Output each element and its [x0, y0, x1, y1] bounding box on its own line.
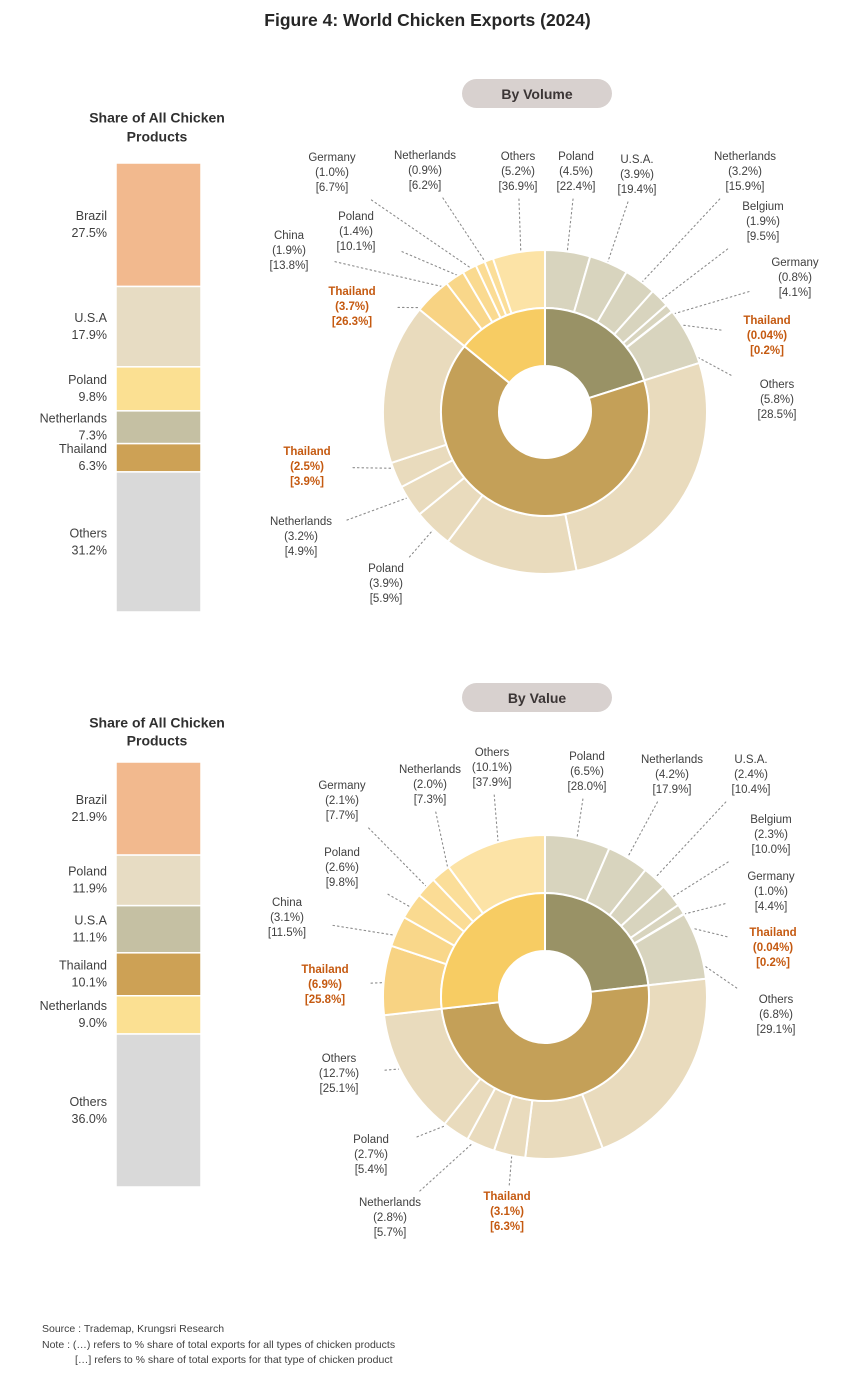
label-chilled-germany-share-type: [4.1%] — [778, 287, 812, 300]
bar-label-poland: Poland — [68, 864, 107, 879]
label-processed-china-share-all: (3.1%) — [270, 912, 304, 925]
by-value-chart — [40, 715, 797, 1239]
label-chilled-u-s-a-share-type: [10.4%] — [731, 784, 771, 797]
leader-chilled-u-s-a — [643, 802, 726, 890]
bar-label-netherlands: Netherlands — [39, 411, 107, 426]
label-frozen-netherlands: Netherlands — [269, 516, 333, 529]
label-processed-others-share-all: (10.1%) — [471, 762, 513, 775]
label-frozen-thailand-share-all: (3.1%) — [490, 1206, 524, 1219]
bar-segment-thailand — [116, 953, 201, 996]
bar-chart-title: Products — [126, 732, 188, 749]
label-processed-thailand-share-type: [25.8%] — [304, 994, 346, 1007]
label-processed-germany-share-all: (2.1%) — [325, 795, 359, 808]
label-processed-others: Others — [500, 151, 536, 164]
bar-label-brazil: Brazil — [75, 792, 107, 807]
bar-segment-netherlands — [116, 996, 201, 1034]
label-processed-poland: Poland — [338, 211, 374, 224]
label-chilled-thailand-share-all: (0.04%) — [752, 942, 794, 955]
label-processed-germany-share-all: (1.0%) — [315, 167, 349, 180]
bar-label-netherlands: Netherlands — [39, 999, 107, 1014]
label-processed-others-share-all: (5.2%) — [501, 166, 535, 179]
bar-segment-u-s-a — [116, 286, 201, 366]
label-chilled-others: Others — [758, 994, 794, 1007]
bar-label-others: Others — [69, 526, 107, 541]
label-chilled-u-s-a: U.S.A. — [620, 154, 654, 167]
label-chilled-poland: Poland — [558, 151, 594, 164]
bar-value-netherlands: 7.3% — [78, 428, 107, 443]
label-frozen-poland-share-type: [5.9%] — [369, 593, 403, 606]
bar-value-poland: 9.8% — [78, 390, 107, 405]
label-chilled-netherlands: Netherlands — [640, 754, 704, 767]
label-frozen-netherlands-share-all: (2.8%) — [373, 1212, 407, 1225]
label-chilled-belgium-share-all: (2.3%) — [754, 829, 788, 842]
label-frozen-thailand: Thailand — [283, 446, 331, 459]
label-processed-poland-share-type: [9.8%] — [325, 877, 359, 890]
label-frozen-poland: Poland — [353, 1134, 389, 1147]
bar-value-u-s-a: 17.9% — [71, 327, 107, 342]
by-volume-chart — [40, 110, 819, 612]
bar-value-thailand: 6.3% — [78, 459, 107, 474]
label-chilled-thailand-share-type: [0.2%] — [756, 957, 790, 970]
label-chilled-netherlands-share-type: [17.9%] — [652, 784, 692, 797]
label-chilled-u-s-a: U.S.A. — [734, 754, 768, 767]
footnotes — [42, 1322, 395, 1369]
label-chilled-belgium: Belgium — [742, 201, 784, 214]
label-processed-others: Others — [474, 747, 510, 760]
label-chilled-poland-share-all: (4.5%) — [559, 166, 593, 179]
label-processed-others-share-type: [37.9%] — [472, 777, 512, 790]
label-frozen-thailand: Thailand — [483, 1191, 531, 1204]
label-chilled-others-share-all: (5.8%) — [760, 394, 794, 407]
label-chilled-others-share-type: [29.1%] — [756, 1024, 796, 1037]
note-line-1: Note : (…) refers to % share of total exports for all types of chicken products — [42, 1338, 396, 1351]
bar-segment-others — [116, 472, 201, 612]
bar-segment-thailand — [116, 444, 201, 472]
label-processed-netherlands-share-all: (2.0%) — [413, 779, 447, 792]
label-frozen-thailand-share-type: [6.3%] — [490, 1221, 524, 1234]
bar-label-brazil: Brazil — [75, 209, 107, 224]
bar-chart-title: Share of All Chicken — [89, 714, 225, 731]
bar-value-netherlands: 9.0% — [78, 1016, 107, 1031]
label-chilled-thailand: Thailand — [743, 315, 791, 328]
label-frozen-thailand-share-type: [3.9%] — [290, 476, 324, 489]
label-processed-germany-share-type: [6.7%] — [315, 182, 349, 195]
label-processed-poland-share-type: [10.1%] — [336, 241, 376, 254]
label-chilled-germany: Germany — [747, 871, 795, 884]
bar-value-others: 31.2% — [71, 543, 107, 558]
label-chilled-netherlands: Netherlands — [713, 151, 777, 164]
label-frozen-netherlands: Netherlands — [358, 1197, 422, 1210]
label-chilled-u-s-a-share-all: (3.9%) — [620, 169, 654, 182]
label-chilled-thailand-share-type: [0.2%] — [750, 345, 784, 358]
label-chilled-others: Others — [759, 379, 795, 392]
bar-segment-u-s-a — [116, 906, 201, 953]
label-frozen-others-share-type: [25.1%] — [319, 1083, 359, 1096]
label-processed-china-share-type: [13.8%] — [269, 260, 309, 273]
label-chilled-netherlands-share-all: (4.2%) — [655, 769, 689, 782]
label-processed-thailand-share-all: (6.9%) — [308, 979, 342, 992]
label-frozen-netherlands-share-type: [5.7%] — [373, 1227, 407, 1240]
label-chilled-poland-share-type: [28.0%] — [567, 781, 607, 794]
label-processed-poland-share-all: (2.6%) — [325, 862, 359, 875]
source-line: Source : Trademap, Krungsri Research — [42, 1323, 225, 1335]
label-processed-germany: Germany — [308, 152, 356, 165]
label-processed-poland-share-all: (1.4%) — [339, 226, 373, 239]
label-frozen-others: Others — [321, 1053, 357, 1066]
bar-segment-brazil — [116, 163, 201, 286]
label-chilled-netherlands-share-all: (3.2%) — [728, 166, 762, 179]
label-frozen-netherlands-share-all: (3.2%) — [284, 531, 318, 544]
label-processed-china-share-type: [11.5%] — [267, 927, 307, 940]
label-processed-china: China — [273, 230, 305, 243]
label-processed-thailand-share-type: [26.3%] — [331, 316, 373, 329]
label-frozen-others-share-all: (12.7%) — [318, 1068, 360, 1081]
figure-title: Figure 4: World Chicken Exports (2024) — [264, 10, 591, 30]
bar-segment-poland — [116, 855, 201, 906]
label-chilled-belgium: Belgium — [750, 814, 792, 827]
label-chilled-belgium-share-all: (1.9%) — [746, 216, 780, 229]
bar-label-u-s-a: U.S.A — [74, 913, 107, 928]
label-chilled-others-share-all: (6.8%) — [759, 1009, 793, 1022]
label-chilled-thailand-share-all: (0.04%) — [746, 330, 788, 343]
bar-value-brazil: 21.9% — [71, 809, 107, 824]
donut-hole — [499, 366, 591, 458]
label-processed-netherlands-share-type: [7.3%] — [413, 794, 447, 807]
bar-value-poland: 11.9% — [72, 881, 107, 896]
label-chilled-u-s-a-share-type: [19.4%] — [617, 184, 657, 197]
label-chilled-netherlands-share-type: [15.9%] — [725, 181, 765, 194]
bar-label-poland: Poland — [68, 373, 107, 388]
bar-label-thailand: Thailand — [59, 958, 107, 973]
label-chilled-germany-share-all: (0.8%) — [778, 272, 812, 285]
label-chilled-germany-share-all: (1.0%) — [754, 886, 788, 899]
label-processed-germany-share-type: [7.7%] — [325, 810, 359, 823]
bar-value-others: 36.0% — [71, 1111, 107, 1126]
label-frozen-netherlands-share-type: [4.9%] — [284, 546, 318, 559]
label-frozen-poland: Poland — [368, 563, 404, 576]
label-processed-netherlands: Netherlands — [398, 764, 462, 777]
bar-label-thailand: Thailand — [59, 442, 107, 457]
label-processed-netherlands-share-type: [6.2%] — [408, 180, 442, 193]
leader-chilled-netherlands — [630, 199, 720, 295]
bar-value-u-s-a: 11.1% — [72, 930, 107, 945]
bar-segment-netherlands — [116, 411, 201, 444]
bar-chart-title: Share of All Chicken — [89, 109, 225, 126]
label-chilled-thailand: Thailand — [749, 927, 797, 940]
label-frozen-poland-share-all: (3.9%) — [369, 578, 403, 591]
label-processed-netherlands: Netherlands — [393, 150, 457, 163]
section-pill-by-value: By Value — [462, 683, 612, 712]
label-frozen-thailand-share-all: (2.5%) — [290, 461, 324, 474]
label-processed-china: China — [271, 897, 303, 910]
donut-hole — [499, 951, 591, 1043]
section-pill-by-volume: By Volume — [462, 79, 612, 108]
label-processed-germany: Germany — [318, 780, 366, 793]
label-processed-thailand: Thailand — [301, 964, 349, 977]
bar-value-thailand: 10.1% — [71, 975, 107, 990]
bar-segment-others — [116, 1034, 201, 1187]
label-chilled-poland-share-type: [22.4%] — [556, 181, 596, 194]
label-chilled-poland-share-all: (6.5%) — [570, 766, 604, 779]
bar-segment-poland — [116, 367, 201, 411]
label-processed-poland: Poland — [324, 847, 360, 860]
leader-processed-germany — [371, 200, 487, 279]
label-frozen-poland-share-type: [5.4%] — [354, 1164, 388, 1177]
label-chilled-others-share-type: [28.5%] — [757, 409, 797, 422]
bar-label-u-s-a: U.S.A — [74, 310, 107, 325]
label-processed-china-share-all: (1.9%) — [272, 245, 306, 258]
note-line-2: […] refers to % share of total exports for that type of chicken product — [75, 1354, 393, 1366]
bar-value-brazil: 27.5% — [71, 226, 107, 241]
label-processed-thailand: Thailand — [328, 286, 376, 299]
label-processed-thailand-share-all: (3.7%) — [335, 301, 369, 314]
bar-label-others: Others — [69, 1094, 107, 1109]
bar-segment-brazil — [116, 762, 201, 855]
label-frozen-poland-share-all: (2.7%) — [354, 1149, 388, 1162]
label-processed-netherlands-share-all: (0.9%) — [408, 165, 442, 178]
label-processed-others-share-type: [36.9%] — [498, 181, 538, 194]
label-chilled-u-s-a-share-all: (2.4%) — [734, 769, 768, 782]
label-chilled-germany-share-type: [4.4%] — [754, 901, 788, 914]
label-chilled-belgium-share-type: [10.0%] — [751, 844, 791, 857]
label-chilled-poland: Poland — [569, 751, 605, 764]
label-chilled-belgium-share-type: [9.5%] — [746, 231, 780, 244]
bar-chart-title: Products — [126, 128, 188, 145]
label-chilled-germany: Germany — [771, 257, 819, 270]
